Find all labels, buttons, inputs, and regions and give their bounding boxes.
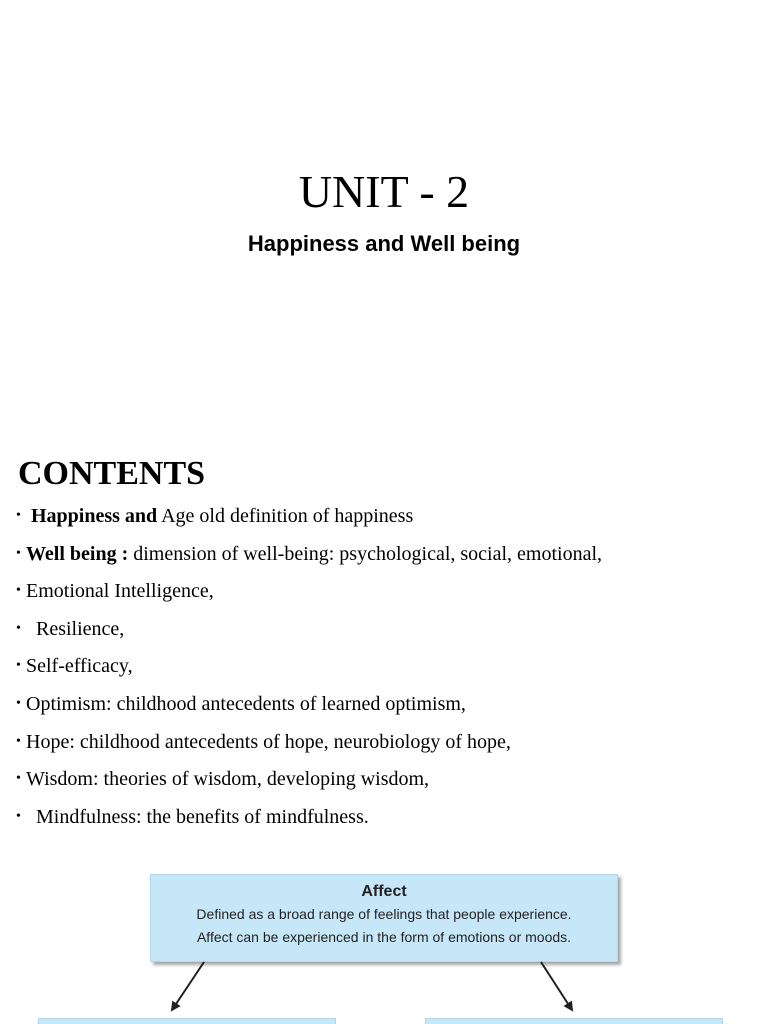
left-arrow [172, 962, 204, 1010]
left-child-box [38, 1018, 336, 1024]
diagram-arrows [0, 850, 768, 1024]
list-item [16, 690, 602, 728]
right-arrow [541, 962, 572, 1010]
list-item [16, 577, 602, 615]
contents-list [16, 502, 602, 840]
item-text: dimension of well-being: psychological, social, emotional, [128, 542, 603, 565]
item-bold-text: Well being : [26, 542, 129, 565]
affect-title: Affect [361, 883, 407, 900]
list-item [16, 540, 602, 578]
affect-definition-line-1: Defined as a broad range of feelings that people experience. [196, 906, 572, 922]
title-slide [0, 0, 768, 420]
bullet-icon: • [16, 545, 21, 561]
bullet-icon: • [16, 658, 21, 674]
list-item [16, 502, 602, 540]
list-item [16, 803, 602, 841]
right-child-box [425, 1018, 723, 1024]
bullet-icon: • [16, 583, 21, 599]
unit-subtitle: Happiness and Well being [247, 231, 521, 256]
bullet-icon: • [16, 508, 21, 523]
bullet-icon: • [16, 620, 21, 636]
bullet-icon: • [16, 771, 21, 787]
bullet-icon: • [16, 733, 21, 749]
list-item [16, 615, 602, 653]
item-text: Emotional Intelligence, [26, 580, 214, 603]
item-text: Self-efficacy, [26, 655, 133, 678]
unit-title: UNIT - 2 [298, 166, 470, 217]
bullet-icon: • [16, 695, 21, 711]
item-bold-text: Happiness and [31, 505, 158, 527]
contents-slide [0, 420, 768, 850]
bullet-icon: • [16, 808, 21, 824]
item-text: Mindfulness: the benefits of mindfulness. [31, 805, 369, 828]
item-text: Optimism: childhood antecedents of learned optimism, [26, 692, 466, 715]
item-text: Hope: childhood antecedents of hope, neurobiology of hope, [26, 730, 511, 753]
item-text: Age old definition of happiness [157, 505, 414, 527]
affect-definition-line-2: Affect can be experienced in the form of emotions or moods. [196, 929, 572, 945]
item-text: Wisdom: theories of wisdom, developing wisdom, [26, 768, 430, 791]
list-item [16, 765, 602, 803]
list-item [16, 728, 602, 766]
affect-diagram-slide [0, 850, 768, 1024]
contents-heading: CONTENTS [18, 455, 206, 492]
item-text: Resilience, [31, 617, 125, 640]
list-item [16, 652, 602, 690]
